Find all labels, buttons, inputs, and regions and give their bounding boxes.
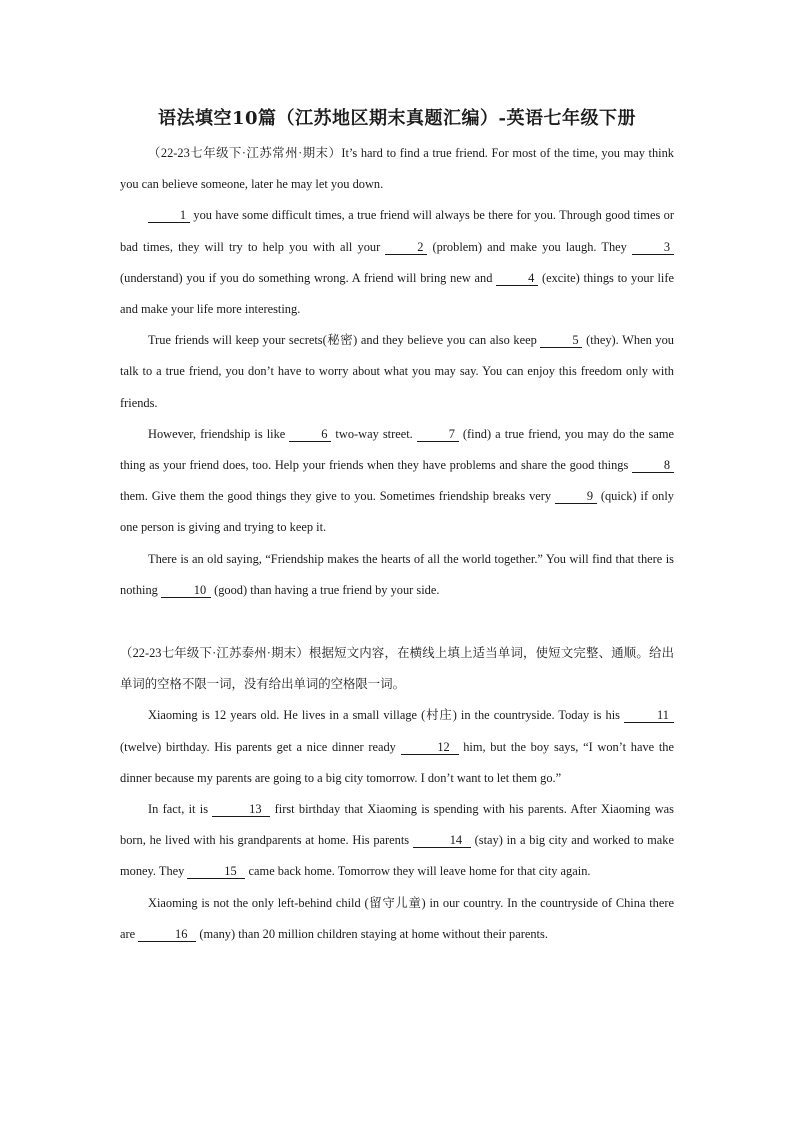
paragraph-text: In fact, it is (148, 802, 213, 817)
passage-1-source: （22-23七年级下·江苏常州·期末） (148, 146, 342, 160)
blank-7: 7 (417, 427, 459, 442)
passage-1 (120, 138, 674, 606)
passage-2-instruction (120, 638, 674, 700)
document-title: 语法填空10篇（江苏地区期末真题汇编）-英语七年级下册 (157, 108, 637, 129)
passage-2-paragraph-1 (120, 700, 674, 794)
passage-1-intro-text: It’s hard to find a true friend. For most of the time, you may think you can believe someone, later he may let you down. (120, 146, 674, 192)
blank-14: 14 (413, 833, 471, 848)
paragraph-text: (excite) things to your life and make your life more interesting. (120, 270, 674, 317)
paragraph-text: (quick) if only one person is giving and trying to keep it. (120, 489, 674, 535)
passage-1-paragraph-3 (120, 419, 674, 544)
paragraph-text: However, friendship is like (148, 426, 290, 441)
blank-2: 2 (385, 240, 427, 255)
paragraph-text: (stay) in a big city and worked to make money. They (120, 833, 674, 879)
paragraph-text: (find) a true friend, you may do the same thing as your friend does, too. Help your friends when they have problems and share the good things (120, 426, 674, 473)
paragraph-text: (they). When you talk to a true friend, you don’t have to worry about what you may say. You can enjoy this freedom only with friends. (120, 333, 674, 410)
passage-2-source: （22-23七年级下·江苏泰州·期末） (120, 646, 309, 660)
paragraph-text: two-way street. (331, 426, 417, 441)
paragraph-text: (twelve) birthday. His parents get a nice dinner ready (120, 739, 401, 754)
paragraph-text: There is an old saying, “Friendship makes the hearts of all the world together.” You will find that there is nothing (120, 551, 674, 597)
passage-1-intro (120, 138, 674, 200)
blank-5: 5 (540, 333, 582, 348)
paragraph-text: him, but the boy says, “I won’t have the dinner because my parents are going to a big city tomorrow. I don’t want to let them go.” (120, 739, 674, 785)
paragraph-text: (problem) and make you laugh. They (427, 239, 632, 254)
paragraph-text: came back home. Tomorrow they will leave home for that city again. (245, 864, 591, 879)
blank-4: 4 (496, 271, 538, 286)
paragraph-text: (good) than having a true friend by your side. (210, 582, 440, 597)
blank-1: 1 (148, 208, 190, 223)
blank-9: 9 (555, 489, 597, 504)
paragraph-text: (understand) you if you do something wrong. A friend will bring new and (120, 270, 497, 285)
paragraph-text: you have some difficult times, a true friend will always be there for you. Through good times or bad times, they will try to help you with all your (120, 208, 674, 254)
paragraph-text: them. Give them the good things they give to you. Sometimes friendship breaks very (120, 489, 555, 504)
blank-13: 13 (212, 802, 270, 817)
blank-8: 8 (632, 458, 674, 473)
passage-2 (120, 638, 674, 950)
paragraph-text: Xiaoming is not the only left-behind child (留守儿童) in our country. In the countryside of China there are (120, 895, 674, 941)
blank-15: 15 (187, 864, 245, 879)
blank-10: 10 (161, 583, 211, 598)
passage-2-instruction-text: 根据短文内容，在横线上填上适当单词，使短文完整、通顺。给出单词的空格不限一词，没有给出单词的空格限一词。 (120, 646, 674, 692)
blank-11: 11 (624, 708, 674, 723)
passage-1-paragraph-2 (120, 325, 674, 419)
blank-6: 6 (289, 427, 331, 442)
blank-12: 12 (401, 740, 459, 755)
passage-1-paragraph-1 (120, 200, 674, 325)
paragraph-text: (many) than 20 million children staying at home without their parents. (196, 926, 548, 941)
paragraph-text: True friends will keep your secrets(秘密) and they believe you can also keep (148, 333, 541, 348)
passage-2-paragraph-2 (120, 794, 674, 888)
blank-16: 16 (138, 927, 196, 942)
passage-1-paragraph-4 (120, 544, 674, 606)
blank-3: 3 (632, 240, 674, 255)
paragraph-text: first birthday that Xiaoming is spending with his parents. After Xiaoming was born, he lived with his grandparents at home. His parents (120, 802, 674, 848)
passage-2-paragraph-3 (120, 888, 674, 950)
paragraph-text: Xiaoming is 12 years old. He lives in a small village (村庄) in the countryside. Today is his (148, 708, 624, 723)
